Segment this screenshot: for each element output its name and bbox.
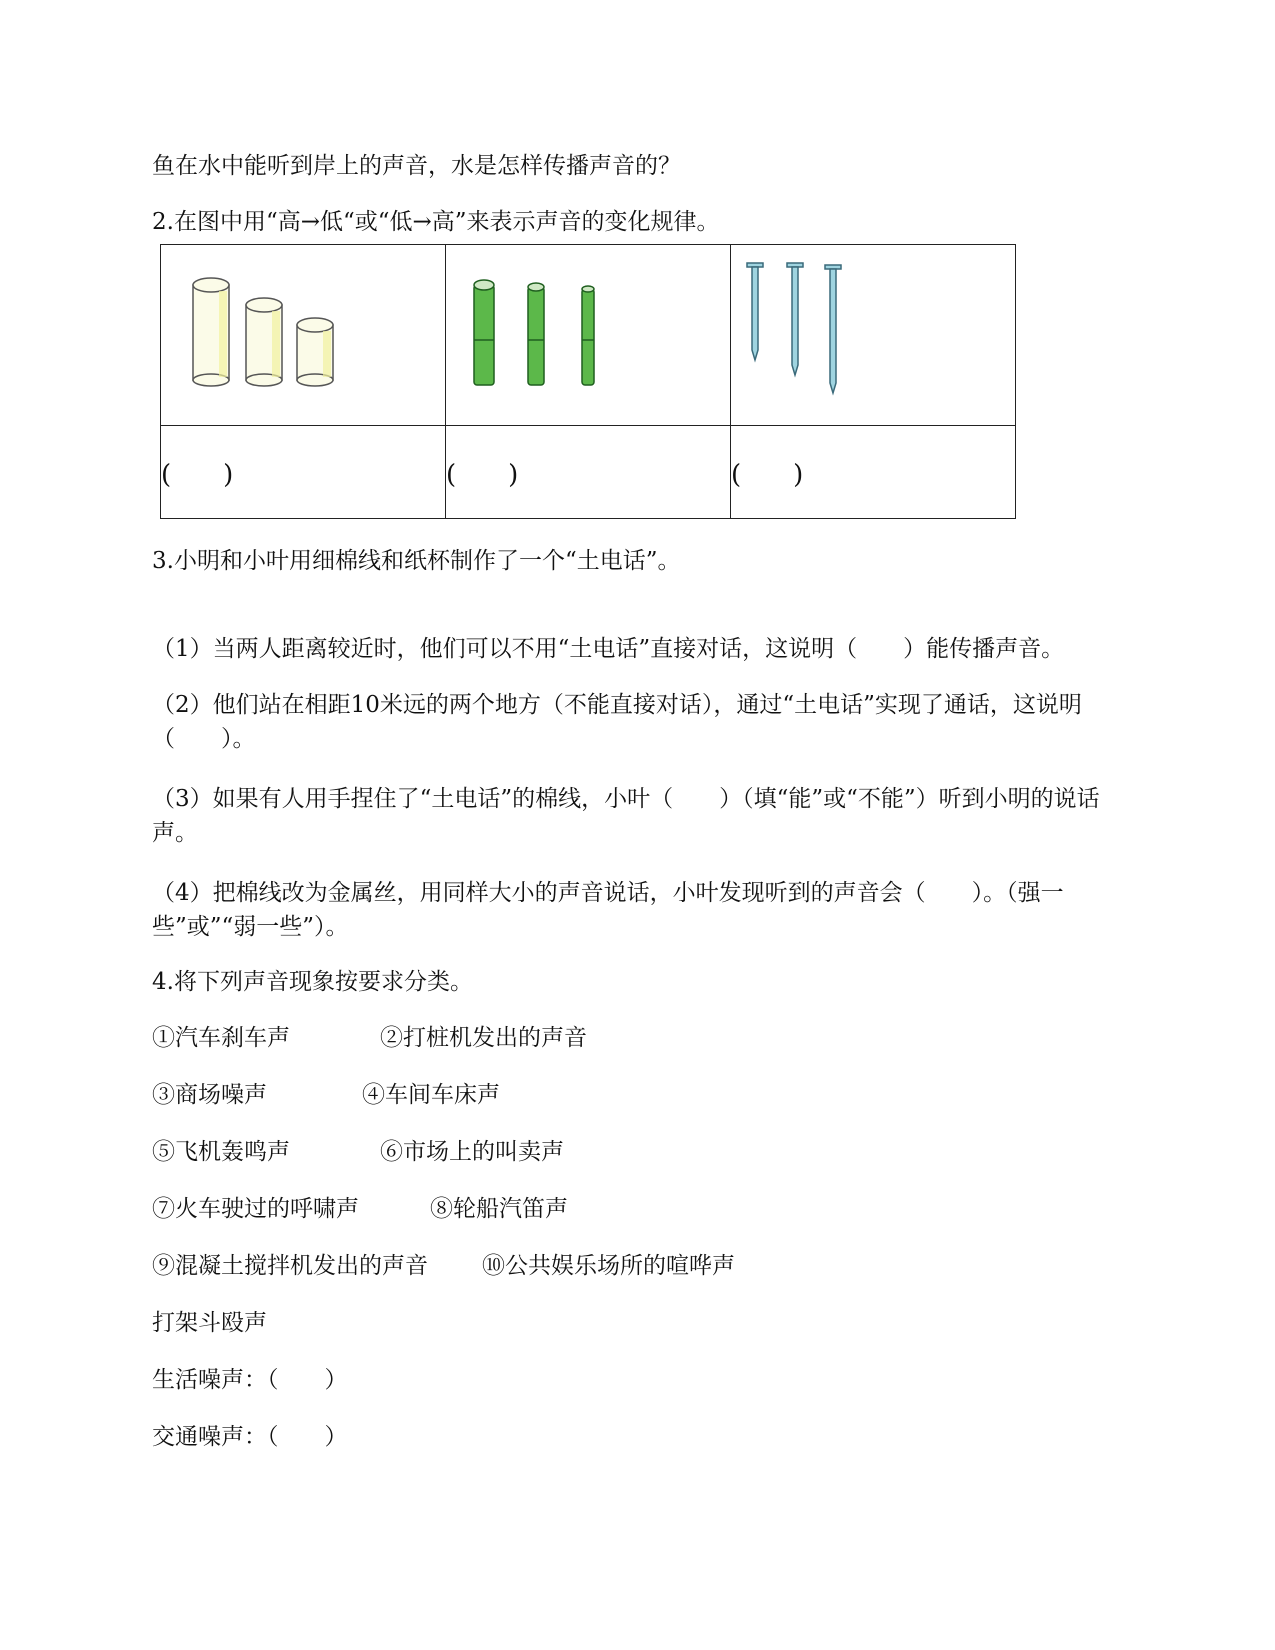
sound-row-2 bbox=[152, 1079, 500, 1111]
question-3-item-2: （2）他们站在相距10米远的两个地方（不能直接对话），通过“土电话”实现了通话，这说明（ ）。 bbox=[152, 692, 1082, 752]
life-noise-answer[interactable]: 生活噪声：（ ） bbox=[152, 1367, 348, 1393]
glass-cylinders-icon bbox=[161, 245, 445, 425]
answer-cell-3[interactable]: ( ) bbox=[731, 426, 1016, 519]
sound-row-3 bbox=[152, 1136, 564, 1168]
bamboo-tubes-icon bbox=[446, 245, 730, 425]
sound-item-10: ⑩公共娱乐场所的喧哗声 bbox=[482, 1253, 735, 1279]
sound-item-4: ④车间车床声 bbox=[362, 1082, 500, 1108]
figure-cell-nails bbox=[731, 245, 1016, 426]
answer-cell-1[interactable]: ( ) bbox=[161, 426, 446, 519]
figure-cell-bamboo bbox=[446, 245, 731, 426]
question-2-title: 2.在图中用“高→低“或“低→高”来表示声音的变化规律。 bbox=[152, 209, 720, 235]
sound-item-extra: 打架斗殴声 bbox=[152, 1310, 267, 1336]
sound-item-5: ⑤飞机轰鸣声 bbox=[152, 1139, 290, 1165]
question-1-text: 鱼在水中能听到岸上的声音，水是怎样传播声音的？ bbox=[152, 153, 681, 179]
sound-item-7: ⑦火车驶过的呼啸声 bbox=[152, 1196, 359, 1222]
figure-table bbox=[160, 244, 1016, 519]
sound-item-2: ②打桩机发出的声音 bbox=[380, 1025, 587, 1051]
question-3-title: 3.小明和小叶用细棉线和纸杯制作了一个“土电话”。 bbox=[152, 548, 681, 574]
sound-item-9: ⑨混凝土搅拌机发出的声音 bbox=[152, 1253, 428, 1279]
sound-row-5 bbox=[152, 1250, 735, 1282]
sound-item-3: ③商场噪声 bbox=[152, 1082, 267, 1108]
answer-cell-2[interactable]: ( ) bbox=[446, 426, 731, 519]
figure-cell-cylinders bbox=[161, 245, 446, 426]
sound-row-1 bbox=[152, 1022, 587, 1054]
sound-item-8: ⑧轮船汽笛声 bbox=[430, 1196, 568, 1222]
sound-item-1: ①汽车刹车声 bbox=[152, 1025, 290, 1051]
question-4-title: 4.将下列声音现象按要求分类。 bbox=[152, 969, 473, 995]
question-3-item-1: （1）当两人距离较近时，他们可以不用“土电话”直接对话，这说明（ ）能传播声音。 bbox=[152, 636, 1065, 662]
sound-item-6: ⑥市场上的叫卖声 bbox=[380, 1139, 564, 1165]
question-3-item-4: （4）把棉线改为金属丝，用同样大小的声音说话，小叶发现听到的声音会（ ）。（强一些”或”“弱一些”）。 bbox=[152, 880, 1064, 940]
nails-icon bbox=[731, 245, 1015, 425]
sound-row-4 bbox=[152, 1193, 568, 1225]
traffic-noise-answer[interactable]: 交通噪声：（ ） bbox=[152, 1424, 348, 1450]
question-3-item-3: （3）如果有人用手捏住了“土电话”的棉线，小叶（ ）（填“能”或“不能”）听到小明的说话声。 bbox=[152, 786, 1100, 846]
